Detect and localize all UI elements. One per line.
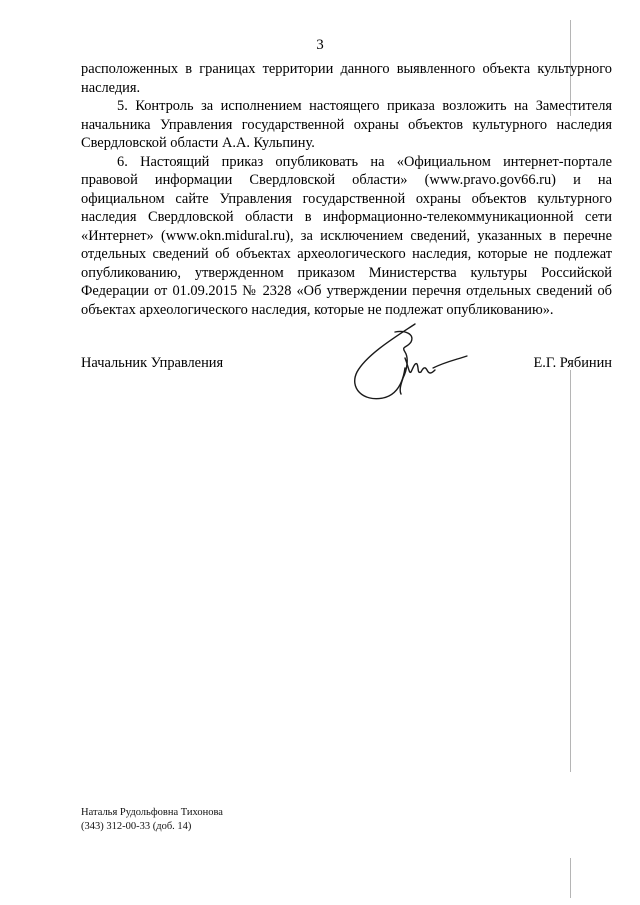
executor-phone: (343) 312-00-33 (доб. 14) <box>81 821 192 832</box>
signatory-name: Е.Г. Рябинин <box>533 355 612 371</box>
handwritten-signature <box>345 318 475 408</box>
signatory-position: Начальник Управления <box>81 355 224 371</box>
paragraph-item-5: 5. Контроль за исполнением настоящего приказа возложить на Заместителя начальника Управления государственной охраны объектов культурного наследия Свердловской области А.А. Кульпину. <box>81 98 612 151</box>
paragraph-continuation: расположенных в границах территории данного выявленного объекта культурного наследия. <box>81 61 612 96</box>
executor-name: Наталья Рудольфовна Тихонова <box>81 807 223 818</box>
executor-contact <box>81 806 223 834</box>
document-body <box>81 60 612 319</box>
margin-line-middle <box>570 370 571 772</box>
page-number: 3 <box>316 37 324 53</box>
margin-line-bottom <box>570 858 571 898</box>
paragraph-item-6: 6. Настоящий приказ опубликовать на «Официальном интернет-портале правовой информации Свердловской области» (www.pravo.gov66.ru) и на официальном сайте Управления государственной охраны объектов культурного наследия Свердловской области в информационно-телекоммуникационной сети «Интернет» (www.okn.midural.ru), за исключением сведений, указанных в перечне отдельных сведений об объектах археологического наследия, которые не подлежат опубликованию, утвержденном приказом Министерства культуры Российской Федерации от 01.09.2015 № 2328 «Об утверждении перечня отдельных сведений об объектах археологического наследия, которые не подлежат опубликованию». <box>81 153 612 318</box>
